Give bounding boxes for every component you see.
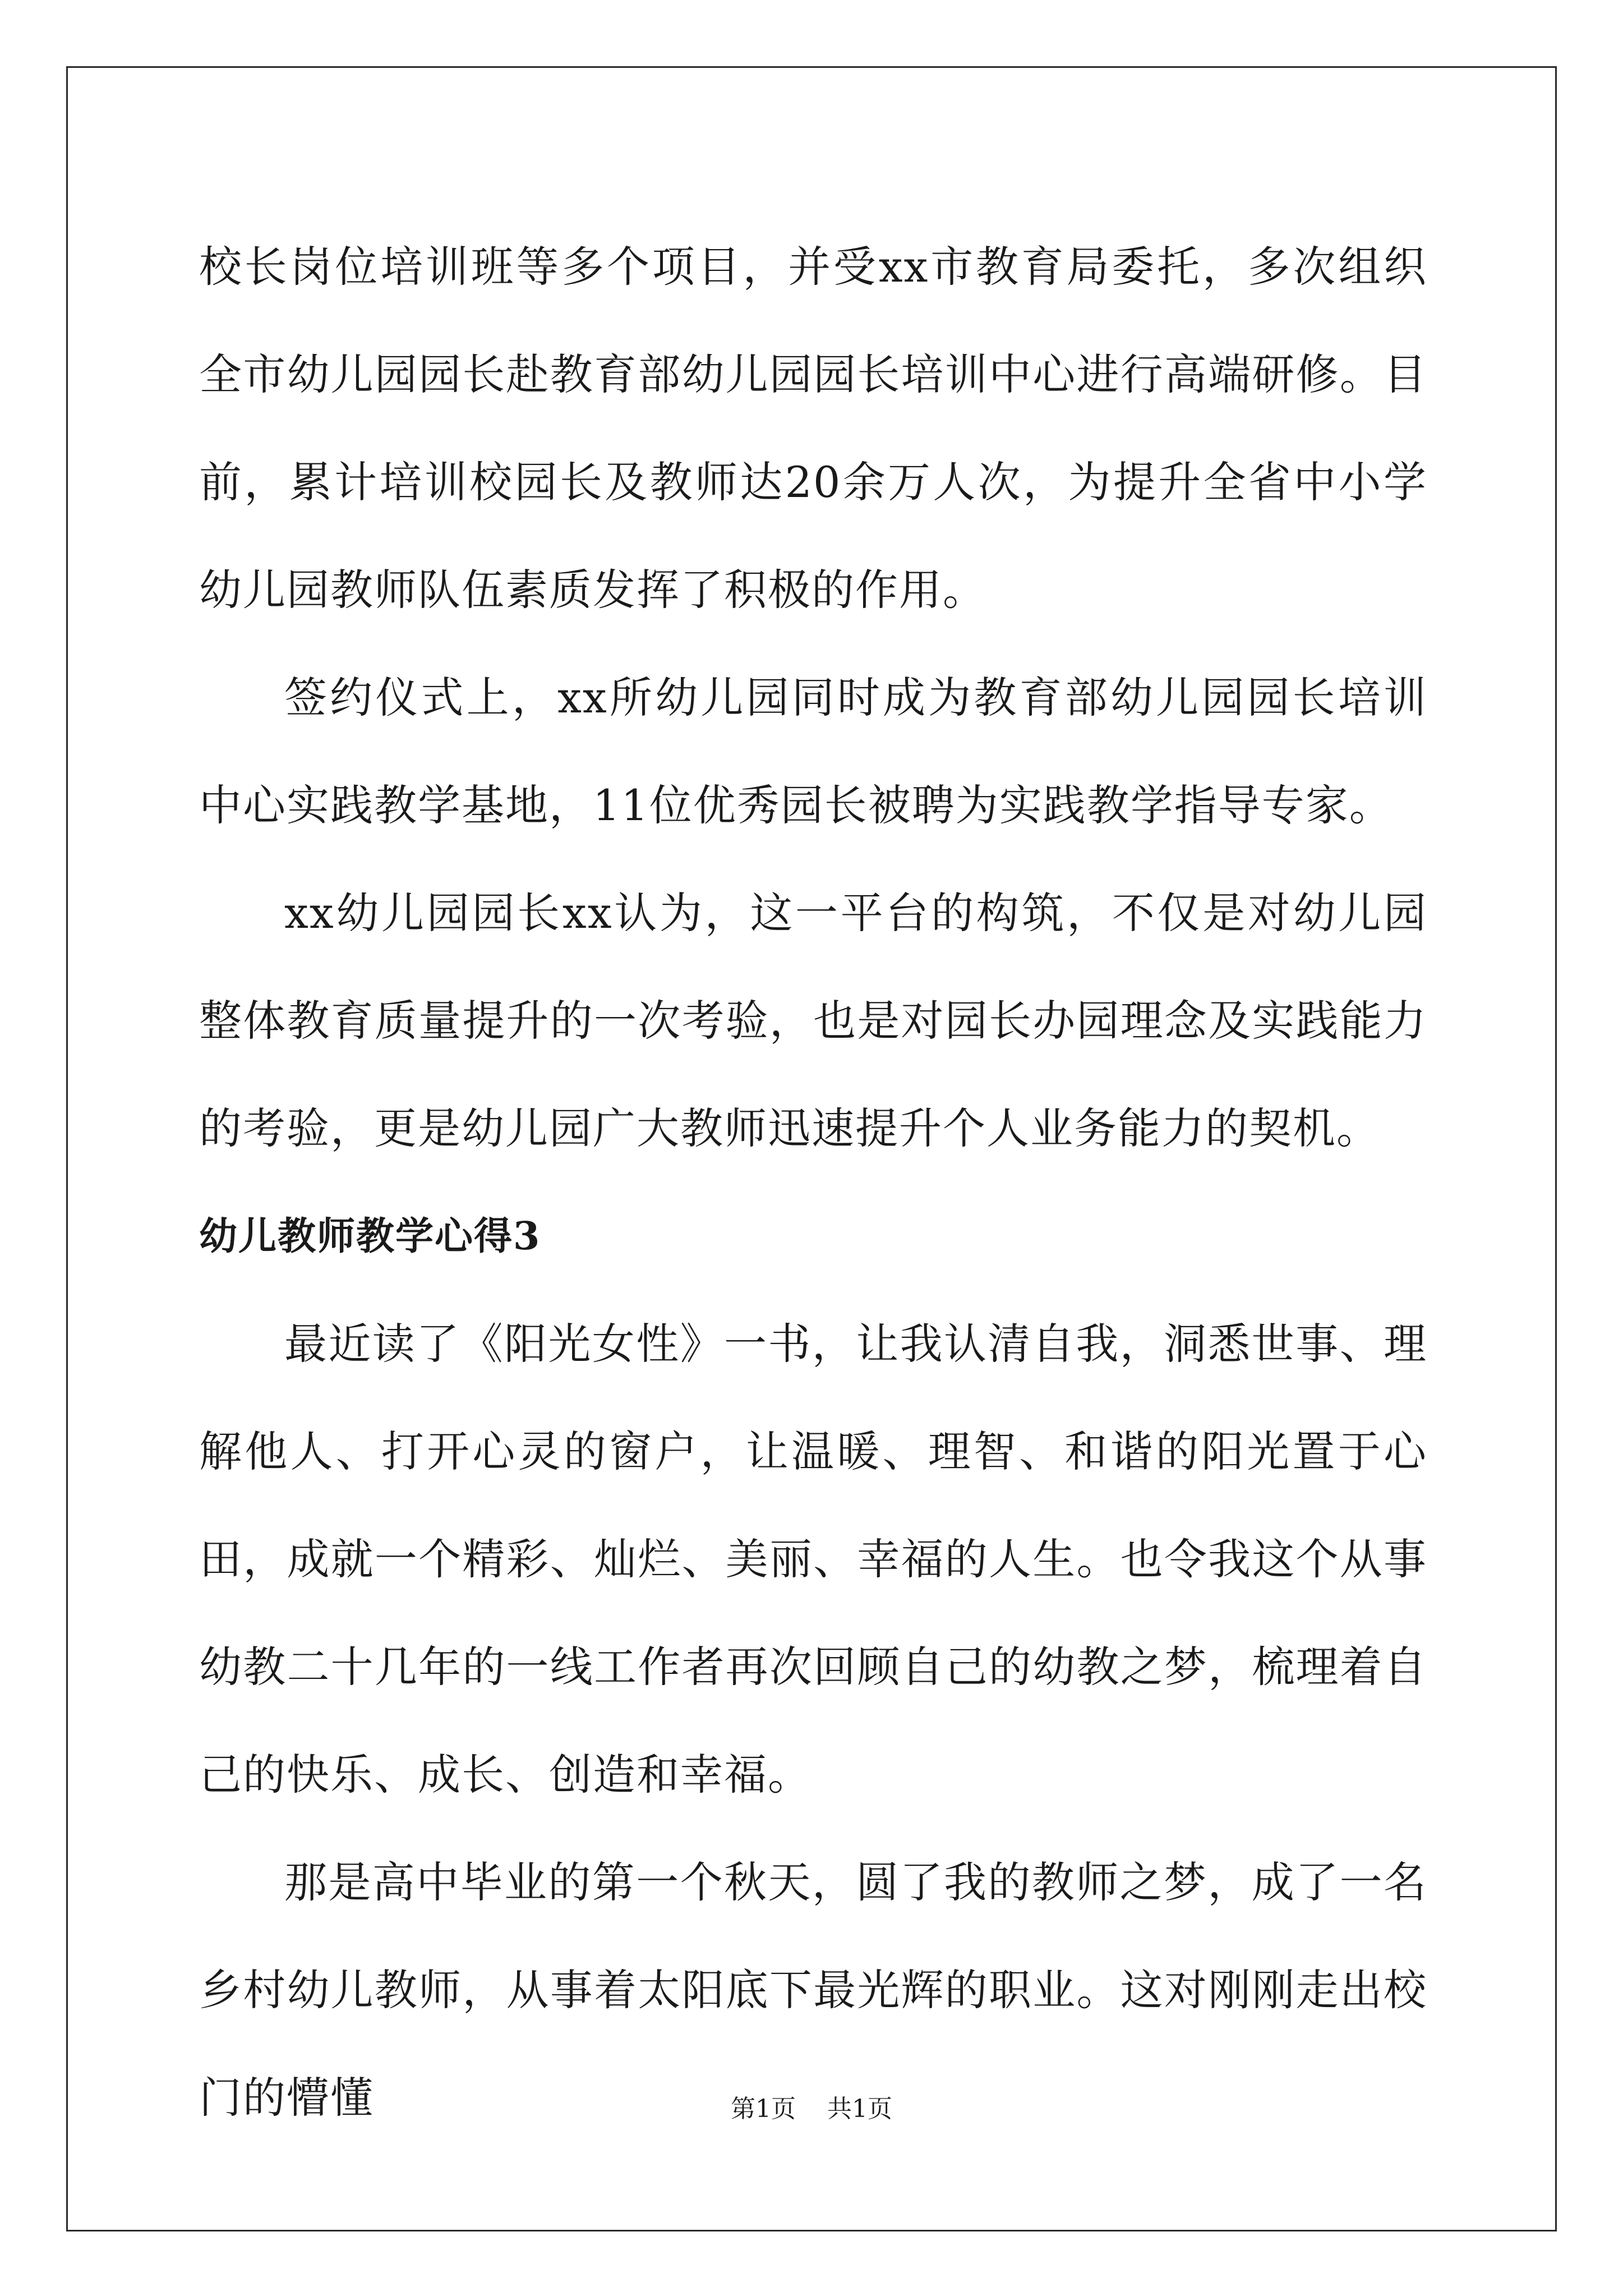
page-total: 共1页 bbox=[827, 2095, 892, 2123]
paragraph: 那是高中毕业的第一个秋天，圆了我的教师之梦，成了一名乡村幼儿教师，从事着太阳底下最光辉的职业。这对刚刚走出校门的懵懂 bbox=[199, 1857, 1427, 2123]
paragraph: xx幼儿园园长xx认为，这一平台的构筑，不仅是对幼儿园整体教育质量提升的一次考验，也是对园长办园理念及实践能力的考验，更是幼儿园广大教师迅速提升个人业务能力的契机。 bbox=[199, 888, 1427, 1153]
page-number: 第1页 bbox=[731, 2095, 796, 2123]
paragraph: 最近读了《阳光女性》一书，让我认清自我，洞悉世事、理解他人、打开心灵的窗户，让温暖、理智、和谐的阳光置于心田，成就一个精彩、灿烂、美丽、幸福的人生。也令我这个从事幼教二十几年的一线工作者再次回顾自己的幼教之梦，梳理着自己的快乐、成长、创造和幸福。 bbox=[199, 1319, 1427, 1800]
paragraph: 校长岗位培训班等多个项目，并受xx市教育局委托，多次组织全市幼儿园园长赴教育部幼儿园园长培训中心进行高端研修。目前，累计培训校园长及教师达20余万人次，为提升全省中小学幼儿园教师队伍素质发挥了积极的作用。 bbox=[199, 242, 1427, 615]
page-footer bbox=[0, 2092, 1623, 2126]
paragraph: 签约仪式上，xx所幼儿园同时成为教育部幼儿园园长培训中心实践教学基地，11位优秀园长被聘为实践教学指导专家。 bbox=[199, 673, 1427, 830]
document-body bbox=[199, 213, 1427, 2152]
section-heading: 幼儿教师教学心得3 bbox=[199, 1214, 541, 1259]
